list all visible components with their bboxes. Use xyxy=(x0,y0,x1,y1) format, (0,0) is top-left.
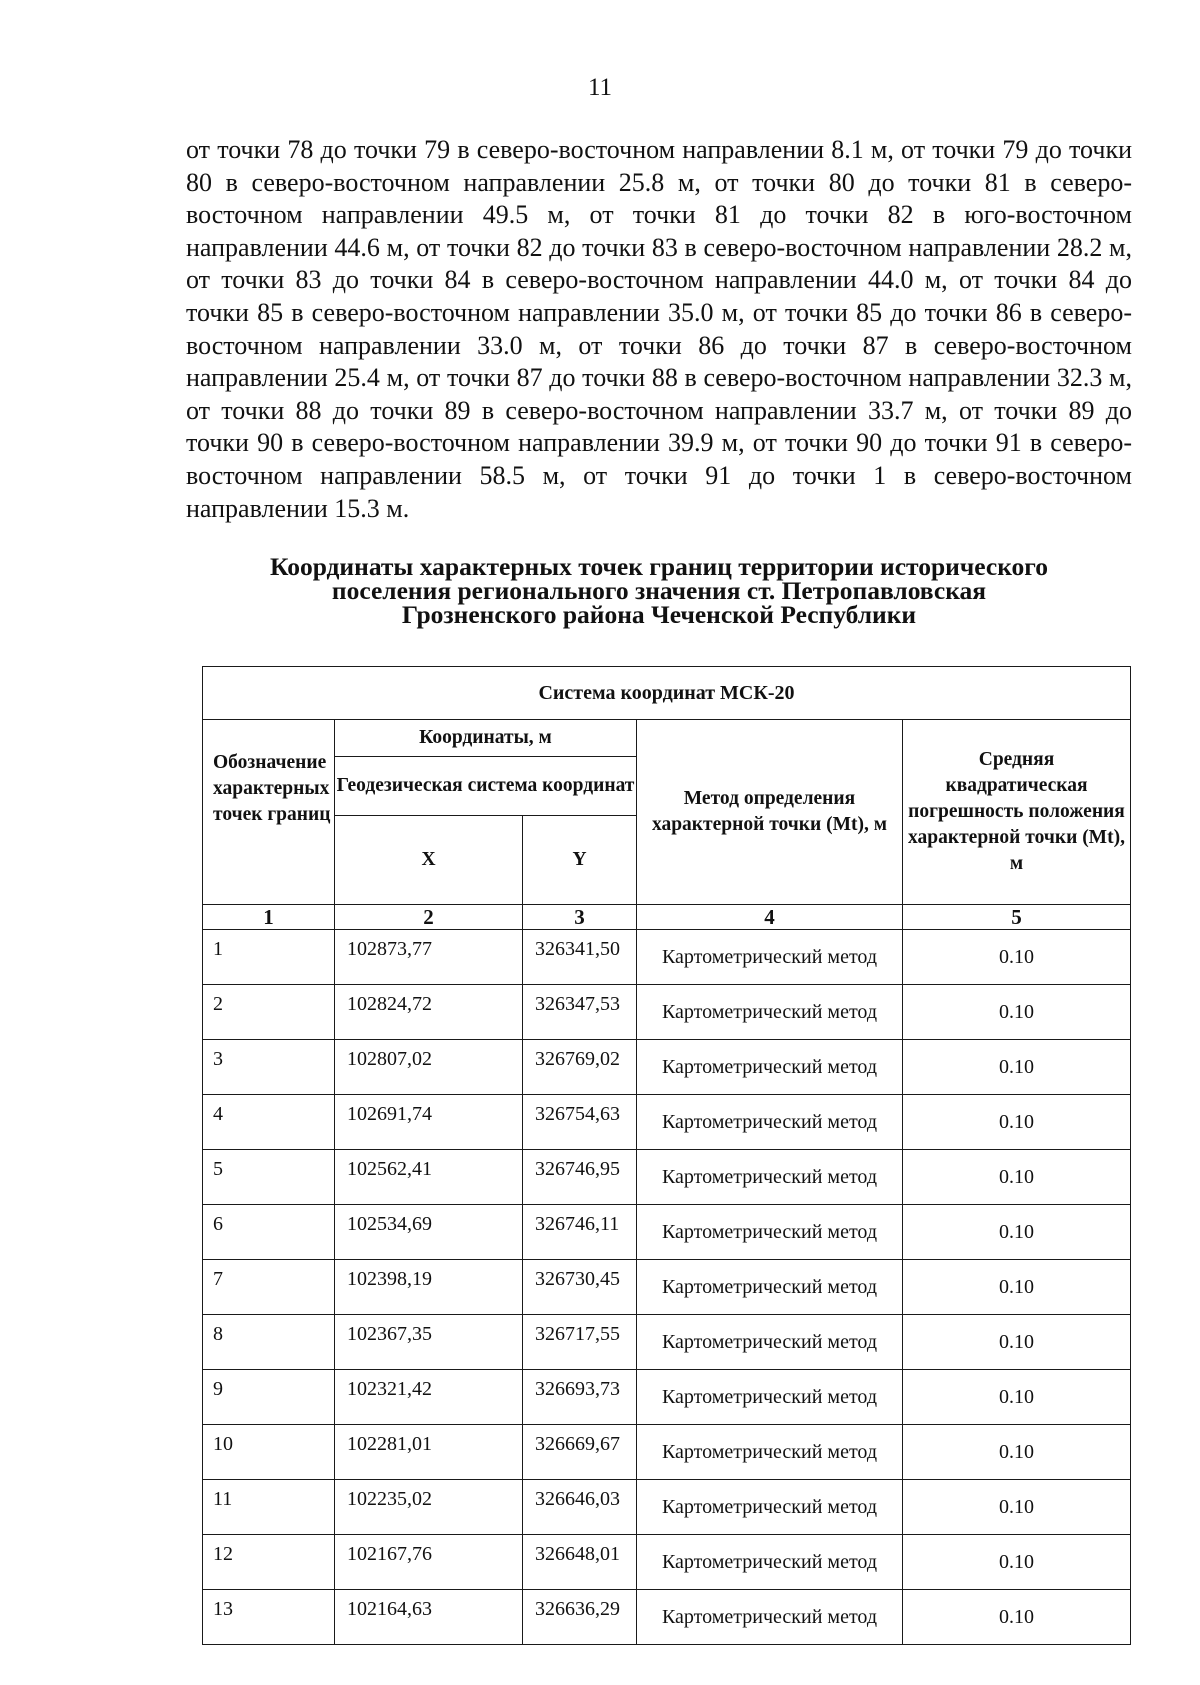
table-header xyxy=(203,667,1131,930)
table-row xyxy=(203,1425,1131,1480)
error-cell: 0.10 xyxy=(903,1315,1131,1370)
x-coordinate-cell: 102321,42 xyxy=(335,1370,523,1425)
method-cell: Картометрический метод xyxy=(637,1315,903,1370)
y-coordinate-cell: 326693,73 xyxy=(523,1370,637,1425)
y-coordinate-cell: 326717,55 xyxy=(523,1315,637,1370)
y-coordinate-cell: 326347,53 xyxy=(523,985,637,1040)
x-coordinate-cell: 102164,63 xyxy=(335,1590,523,1645)
coordinates-header: Координаты, м xyxy=(335,720,637,757)
x-header: X xyxy=(335,816,523,905)
point-id-cell: 1 xyxy=(203,930,335,985)
y-coordinate-cell: 326341,50 xyxy=(523,930,637,985)
error-cell: 0.10 xyxy=(903,1095,1131,1150)
designation-header: Обозначение характерных точек границ xyxy=(203,720,335,905)
point-id-cell: 12 xyxy=(203,1535,335,1590)
y-coordinate-cell: 326669,67 xyxy=(523,1425,637,1480)
table-row xyxy=(203,1370,1131,1425)
error-cell: 0.10 xyxy=(903,930,1131,985)
error-cell: 0.10 xyxy=(903,1480,1131,1535)
table-row xyxy=(203,930,1131,985)
section-title-line-1: Координаты характерных точек границ территории исторического xyxy=(269,552,1049,581)
column-number: 4 xyxy=(637,905,903,930)
x-coordinate-cell: 102367,35 xyxy=(335,1315,523,1370)
point-id-cell: 5 xyxy=(203,1150,335,1205)
error-cell: 0.10 xyxy=(903,1370,1131,1425)
method-cell: Картометрический метод xyxy=(637,1205,903,1260)
method-cell: Картометрический метод xyxy=(637,985,903,1040)
y-header: Y xyxy=(523,816,637,905)
method-cell: Картометрический метод xyxy=(637,1150,903,1205)
error-cell: 0.10 xyxy=(903,1590,1131,1645)
point-id-cell: 8 xyxy=(203,1315,335,1370)
y-coordinate-cell: 326646,03 xyxy=(523,1480,637,1535)
table-row xyxy=(203,1535,1131,1590)
table-row xyxy=(203,1150,1131,1205)
section-title-line-2: поселения регионального значения ст. Петропавловская xyxy=(331,576,987,605)
error-cell: 0.10 xyxy=(903,1260,1131,1315)
x-coordinate-cell: 102235,02 xyxy=(335,1480,523,1535)
error-cell: 0.10 xyxy=(903,985,1131,1040)
section-title-line-3: Грозненского района Чеченской Республики xyxy=(401,600,917,629)
method-cell: Картометрический метод xyxy=(637,1480,903,1535)
error-cell: 0.10 xyxy=(903,1425,1131,1480)
y-coordinate-cell: 326730,45 xyxy=(523,1260,637,1315)
table-header-row xyxy=(203,720,1131,757)
geodetic-system-header: Геодезическая система координат xyxy=(335,757,637,816)
x-coordinate-cell: 102824,72 xyxy=(335,985,523,1040)
y-coordinate-cell: 326746,95 xyxy=(523,1150,637,1205)
table-row xyxy=(203,1315,1131,1370)
y-coordinate-cell: 326769,02 xyxy=(523,1040,637,1095)
y-coordinate-cell: 326746,11 xyxy=(523,1205,637,1260)
error-header: Средняя квадратическая погрешность положения характерной точки (Mt), м xyxy=(903,720,1131,905)
x-coordinate-cell: 102562,41 xyxy=(335,1150,523,1205)
point-id-cell: 10 xyxy=(203,1425,335,1480)
x-coordinate-cell: 102281,01 xyxy=(335,1425,523,1480)
method-cell: Картометрический метод xyxy=(637,930,903,985)
method-cell: Картометрический метод xyxy=(637,1535,903,1590)
x-coordinate-cell: 102873,77 xyxy=(335,930,523,985)
coordinates-table xyxy=(202,666,1131,1645)
point-id-cell: 11 xyxy=(203,1480,335,1535)
table-body xyxy=(203,930,1131,1645)
boundary-description-paragraph: от точки 78 до точки 79 в северо-восточном направлении 8.1 м, от точки 79 до точки 80 в северо-восточном направлении 25.8 м, от точки 80 до точки 81 в северо-восточном направлении 49.5 м, от точки 81 до точки 82 в юго-восточном направлении 44.6 м, от точки 82 до точки 83 в северо-восточном направлении 28.2 м, от точки 83 до точки 84 в северо-восточном направлении 44.0 м, от точки 84 до точки 85 в северо-восточном направлении 35.0 м, от точки 85 до точки 86 в северо-восточном направлении 33.0 м, от точки 86 до точки 87 в северо-восточном направлении 25.4 м, от точки 87 до точки 88 в северо-восточном направлении 32.3 м, от точки 88 до точки 89 в северо-восточном направлении 33.7 м, от точки 89 до точки 90 в северо-восточном направлении 39.9 м, от точки 90 до точки 91 в северо-восточном направлении 58.5 м, от точки 91 до точки 1 в северо-восточном направлении 15.3 м. xyxy=(186,135,1132,523)
x-coordinate-cell: 102691,74 xyxy=(335,1095,523,1150)
table-row xyxy=(203,1260,1131,1315)
column-number: 2 xyxy=(335,905,523,930)
table-row xyxy=(203,1095,1131,1150)
point-id-cell: 4 xyxy=(203,1095,335,1150)
column-number-row xyxy=(203,905,1131,930)
method-cell: Картометрический метод xyxy=(637,1370,903,1425)
page-number: 11 xyxy=(587,74,613,101)
table-row xyxy=(203,1480,1131,1535)
x-coordinate-cell: 102167,76 xyxy=(335,1535,523,1590)
column-number: 5 xyxy=(903,905,1131,930)
method-header: Метод определения характерной точки (Mt), м xyxy=(637,720,903,905)
column-number: 3 xyxy=(523,905,637,930)
coordinate-system-header: Система координат МСК-20 xyxy=(203,667,1131,720)
method-cell: Картометрический метод xyxy=(637,1425,903,1480)
point-id-cell: 3 xyxy=(203,1040,335,1095)
method-cell: Картометрический метод xyxy=(637,1095,903,1150)
table-row xyxy=(203,1205,1131,1260)
table-row xyxy=(203,1590,1131,1645)
error-cell: 0.10 xyxy=(903,1535,1131,1590)
x-coordinate-cell: 102807,02 xyxy=(335,1040,523,1095)
point-id-cell: 13 xyxy=(203,1590,335,1645)
table-row xyxy=(203,1040,1131,1095)
method-cell: Картометрический метод xyxy=(637,1260,903,1315)
table-row xyxy=(203,985,1131,1040)
section-title xyxy=(186,552,1132,629)
method-cell: Картометрический метод xyxy=(637,1590,903,1645)
table-header-row xyxy=(203,667,1131,720)
x-coordinate-cell: 102534,69 xyxy=(335,1205,523,1260)
y-coordinate-cell: 326648,01 xyxy=(523,1535,637,1590)
x-coordinate-cell: 102398,19 xyxy=(335,1260,523,1315)
y-coordinate-cell: 326754,63 xyxy=(523,1095,637,1150)
point-id-cell: 2 xyxy=(203,985,335,1040)
point-id-cell: 7 xyxy=(203,1260,335,1315)
point-id-cell: 6 xyxy=(203,1205,335,1260)
method-cell: Картометрический метод xyxy=(637,1040,903,1095)
column-number: 1 xyxy=(203,905,335,930)
point-id-cell: 9 xyxy=(203,1370,335,1425)
error-cell: 0.10 xyxy=(903,1040,1131,1095)
error-cell: 0.10 xyxy=(903,1205,1131,1260)
error-cell: 0.10 xyxy=(903,1150,1131,1205)
y-coordinate-cell: 326636,29 xyxy=(523,1590,637,1645)
